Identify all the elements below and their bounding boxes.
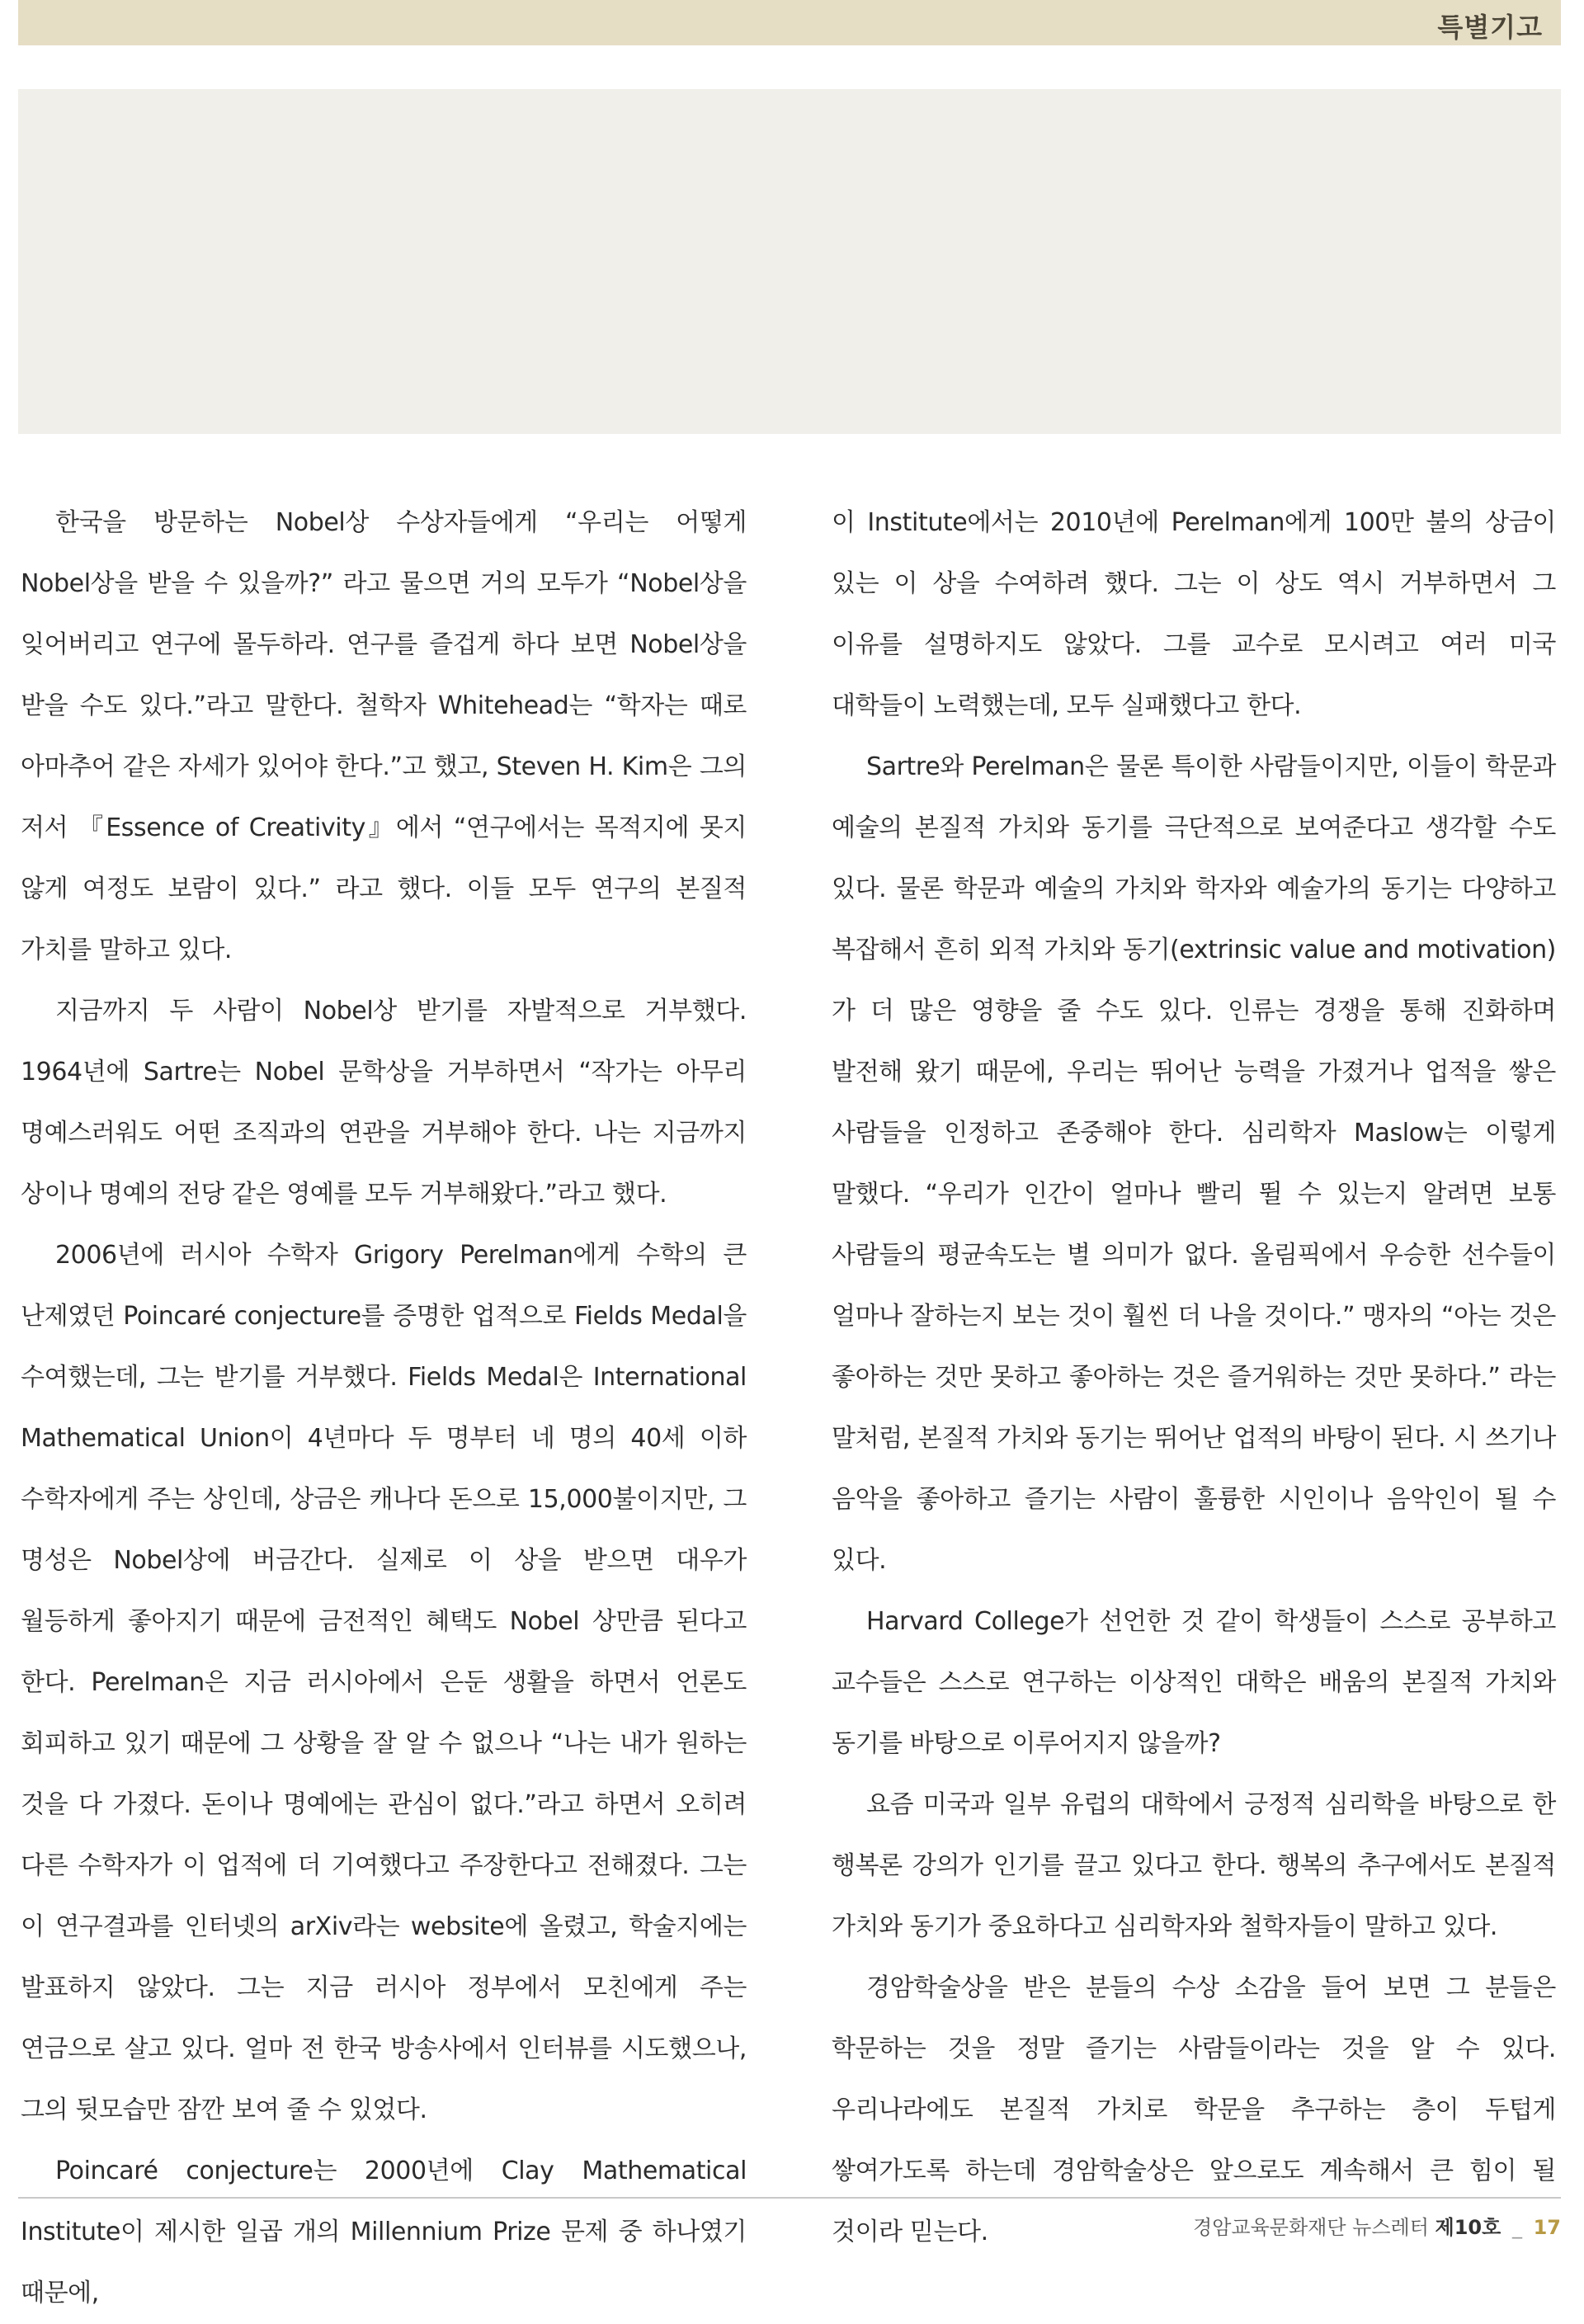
- image-placeholder: [18, 89, 1561, 434]
- paragraph: 요즘 미국과 일부 유럽의 대학에서 긍정적 심리학을 바탕으로 한 행복론 강의가 인기를 끌고 있다고 한다. 행복의 추구에서도 본질적 가치와 동기가 중요하다고 심리학자와 철학자들이 말하고 있다.: [832, 1790, 1556, 1941]
- page-footer: [1193, 2211, 1561, 2240]
- left-column: [21, 493, 747, 2324]
- paragraph: 한국을 방문하는 Nobel상 수상자들에게 “우리는 어떻게 Nobel상을 받을 수 있을까?” 라고 물으면 거의 모두가 “Nobel상을 잊어버리고 연구에 몰두하라. 연구를 즐겁게 하다 보면 Nobel상을 받을 수도 있다.”라고 말한다. 철학자 Whitehead는 “학자는 때로 아마추어 같은 자세가 있어야 한다.”고 했고, Steven H. Kim은 그의 저서 『Essence of Creativity』에서 “연구에서는 목적지에 못지 않게 여정도 보람이 있다.” 라고 했다. 이들 모두 연구의 본질적 가치를 말하고 있다.: [21, 508, 747, 964]
- footer-divider: [18, 2197, 1561, 2199]
- footer-issue: 제10호: [1435, 2216, 1502, 2239]
- page-number: 17: [1533, 2216, 1561, 2239]
- paragraph: Harvard College가 선언한 것 같이 학생들이 스스로 공부하고 교수들은 스스로 연구하는 이상적인 대학은 배움의 본질적 가치와 동기를 바탕으로 이루어지지 않을까?: [832, 1607, 1556, 1758]
- footer-separator: _: [1511, 2216, 1522, 2239]
- paragraph: 2006년에 러시아 수학자 Grigory Perelman에게 수학의 큰 난제였던 Poincaré conjecture를 증명한 업적으로 Fields Medal을 수여했는데, 그는 받기를 거부했다. Fields Medal은 International Mathematical Union이 4년마다 두 명부터 네 명의 40세 이하 수학자에게 주는 상인데, 상금은 캐나다 돈으로 15,000불이지만, 그 명성은 Nobel상에 버금간다. 실제로 이 상을 받으면 대우가 월등하게 좋아지기 때문에 금전적인 혜택도 Nobel 상만큼 된다고 한다. Perelman은 지금 러시아에서 은둔 생활을 하면서 언론도 회피하고 있기 때문에 그 상황을 잘 알 수 없으나 “나는 내가 원하는 것을 다 가졌다. 돈이나 명예에는 관심이 없다.”라고 하면서 오히려 다른 수학자가 이 업적에 더 기여했다고 주장한다고 전해졌다. 그는 이 연구결과를 인터넷의 arXiv라는 website에 올렸고, 학술지에는 발표하지 않았다. 그는 지금 러시아 정부에서 모친에게 주는 연금으로 살고 있다. 얼마 전 한국 방송사에서 인터뷰를 시도했으나, 그의 뒷모습만 잠깐 보여 줄 수 있었다.: [21, 1241, 747, 2124]
- paragraph: Poincaré conjecture는 2000년에 Clay Mathematical Institute이 제시한 일곱 개의 Millennium Prize 문제 중 하나였기 때문에,: [21, 2157, 747, 2308]
- paragraph: Sartre와 Perelman은 물론 특이한 사람들이지만, 이들이 학문과 예술의 본질적 가치와 동기를 극단적으로 보여준다고 생각할 수도 있다. 물론 학문과 예술의 가치와 학자와 예술가의 동기는 다양하고 복잡해서 흔히 외적 가치와 동기(extrinsic value and motivation)가 더 많은 영향을 줄 수도 있다. 인류는 경쟁을 통해 진화하며 발전해 왔기 때문에, 우리는 뛰어난 능력을 가졌거나 업적을 쌓은 사람들을 인정하고 존중해야 한다. 심리학자 Maslow는 이렇게 말했다. “우리가 인간이 얼마나 빨리 뛸 수 있는지 알려면 보통 사람들의 평균속도는 별 의미가 없다. 올림픽에서 우승한 선수들이 얼마나 잘하는지 보는 것이 훨씬 더 나을 것이다.” 맹자의 “아는 것은 좋아하는 것만 못하고 좋아하는 것은 즐거워하는 것만 못하다.” 라는 말처럼, 본질적 가치와 동기는 뛰어난 업적의 바탕이 된다. 시 쓰기나 음악을 좋아하고 즐기는 사람이 훌륭한 시인이나 음악인이 될 수 있다.: [832, 752, 1556, 1575]
- paragraph: 이 Institute에서는 2010년에 Perelman에게 100만 불의 상금이 있는 이 상을 수여하려 했다. 그는 이 상도 역시 거부하면서 그 이유를 설명하지도 않았다. 그를 교수로 모시려고 여러 미국 대학들이 노력했는데, 모두 실패했다고 한다.: [832, 508, 1556, 720]
- footer-publisher: 경암교육문화재단 뉴스레터: [1193, 2216, 1429, 2239]
- right-column: [832, 493, 1556, 2263]
- paragraph: 경암학술상을 받은 분들의 수상 소감을 들어 보면 그 분들은 학문하는 것을 정말 즐기는 사람들이라는 것을 알 수 있다. 우리나라에도 본질적 가치로 학문을 추구하는 층이 두텁게 쌓여가도록 하는데 경암학술상은 앞으로도 계속해서 큰 힘이 될 것이라 믿는다.: [832, 1973, 1556, 2246]
- section-label: 특별기고: [1437, 12, 1543, 43]
- section-header-bar: [18, 0, 1561, 45]
- paragraph: 지금까지 두 사람이 Nobel상 받기를 자발적으로 거부했다. 1964년에 Sartre는 Nobel 문학상을 거부하면서 “작가는 아무리 명예스러워도 어떤 조직과의 연관을 거부해야 한다. 나는 지금까지 상이나 명예의 전당 같은 영예를 모두 거부해왔다.”라고 했다.: [21, 997, 747, 1209]
